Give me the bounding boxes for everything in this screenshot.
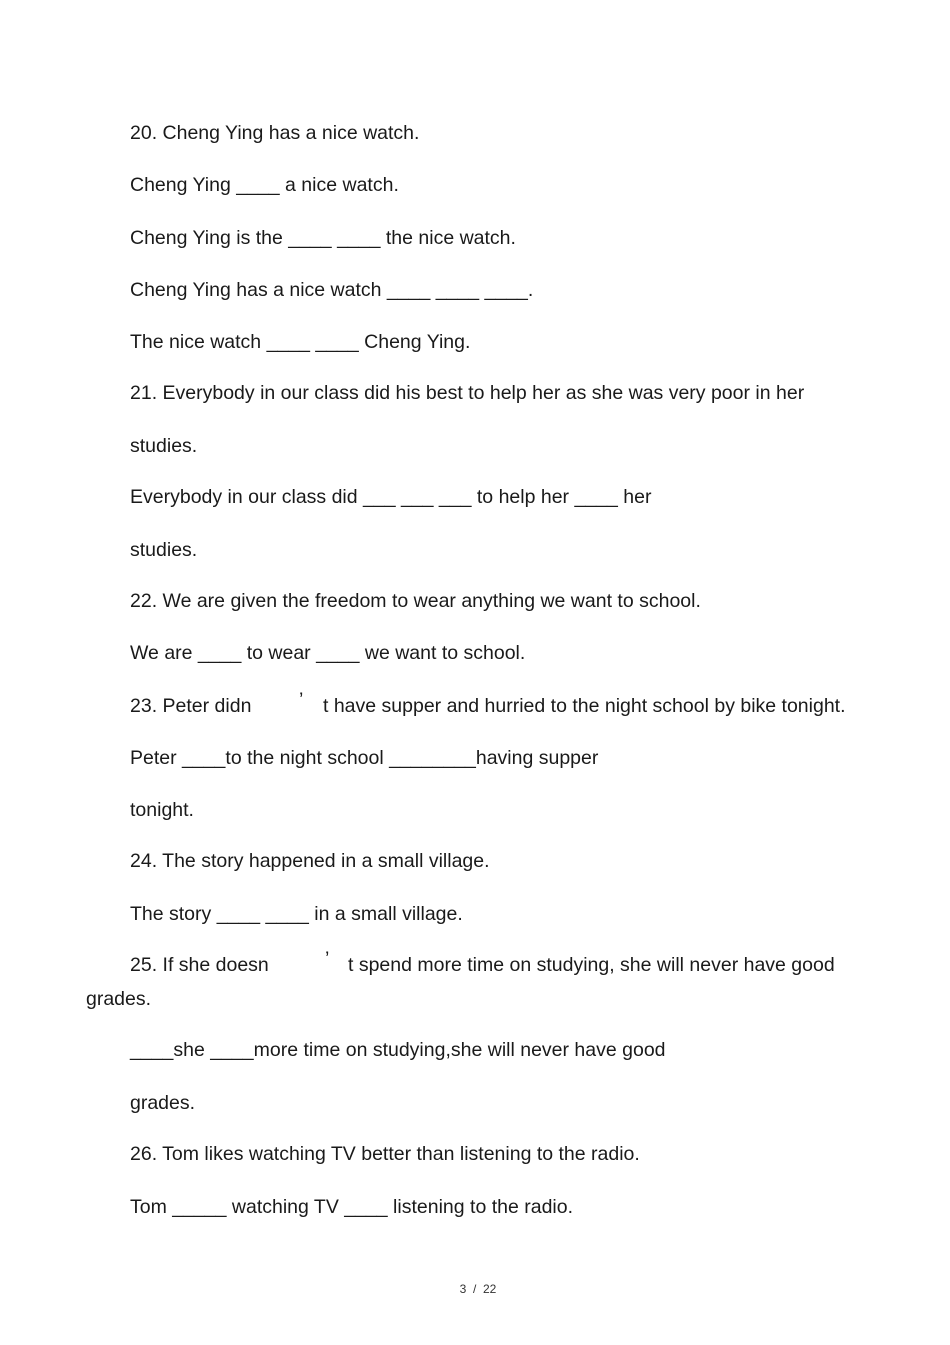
q21-answer-continuation: studies.	[130, 539, 198, 561]
q20-answer-c: Cheng Ying has a nice watch ____ ____ ____.	[130, 279, 534, 301]
q23-answer: Peter ____to the night school ________having supper	[130, 747, 599, 769]
q21-prompt-continuation: studies.	[130, 435, 198, 457]
q25-prompt-continuation: grades.	[86, 988, 152, 1010]
q20-answer-d: The nice watch ____ ____ Cheng Ying.	[130, 331, 471, 353]
q20-answer-b: Cheng Ying is the ____ ____ the nice watch.	[130, 227, 516, 249]
q21-answer: Everybody in our class did ___ ___ ___ to help her ____ her	[130, 486, 652, 508]
q22-prompt: 22. We are given the freedom to wear anything we want to school.	[130, 590, 701, 612]
q20-answer-a: Cheng Ying ____ a nice watch.	[130, 174, 399, 196]
q23-prompt-part1: 23. Peter didn	[130, 695, 252, 717]
q25-apostrophe: ’	[325, 948, 330, 970]
q22-answer: We are ____ to wear ____ we want to school.	[130, 642, 526, 664]
q20-prompt: 20. Cheng Ying has a nice watch.	[130, 122, 420, 144]
q24-prompt: 24. The story happened in a small village.	[130, 850, 490, 872]
q23-apostrophe: ’	[299, 689, 304, 711]
q21-prompt: 21. Everybody in our class did his best to help her as she was very poor in her	[130, 382, 805, 404]
q25-answer-continuation: grades.	[130, 1092, 196, 1114]
q23-answer-continuation: tonight.	[130, 799, 194, 821]
q26-answer: Tom _____ watching TV ____ listening to the radio.	[130, 1196, 574, 1218]
q25-answer: ____she ____more time on studying,she will never have good	[130, 1039, 666, 1061]
q26-prompt: 26. Tom likes watching TV better than listening to the radio.	[130, 1143, 640, 1165]
q25-prompt-part2: t spend more time on studying, she will never have good	[348, 954, 835, 976]
q25-prompt-part1: 25. If she doesn	[130, 954, 269, 976]
q24-answer: The story ____ ____ in a small village.	[130, 903, 463, 925]
page-indicator: 3 / 22	[459, 1282, 497, 1296]
q23-prompt-part2: t have supper and hurried to the night school by bike tonight.	[323, 695, 846, 717]
